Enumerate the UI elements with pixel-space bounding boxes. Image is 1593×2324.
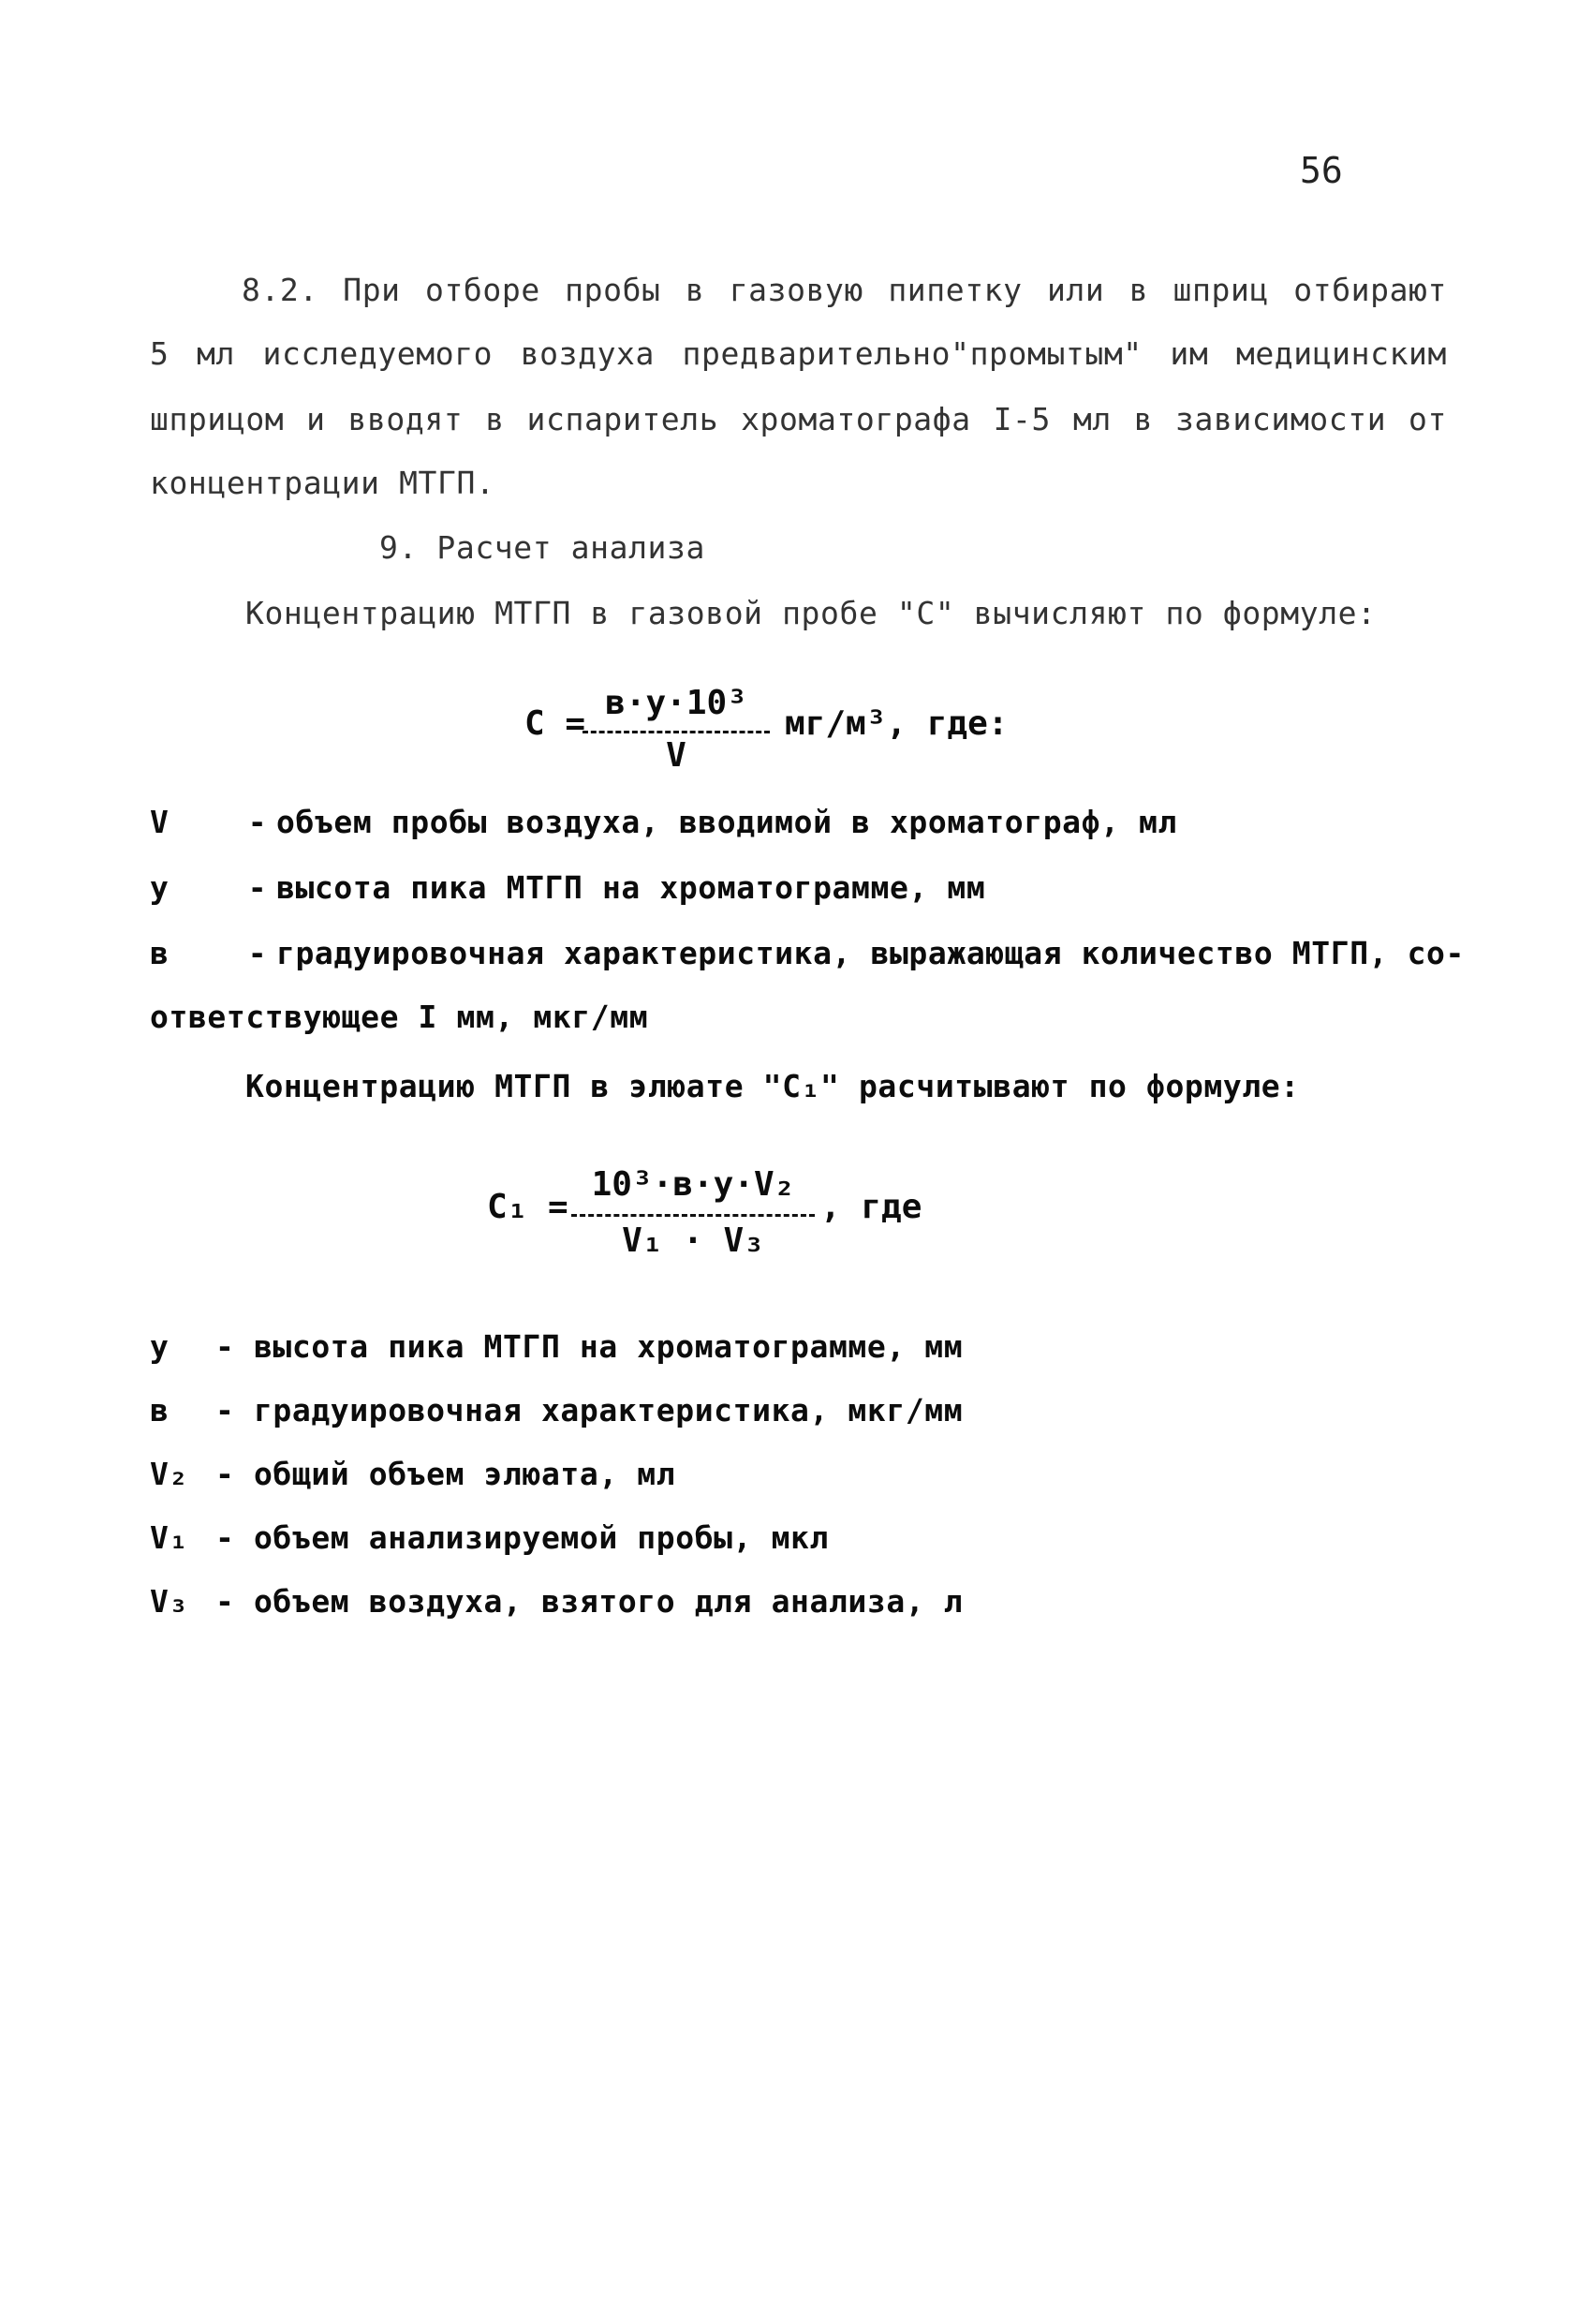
legend-text: - <box>215 1328 254 1365</box>
formula-2-suffix: , где <box>820 1188 922 1226</box>
formula-1-denominator: V <box>666 736 686 775</box>
formula-2-numerator: 10³·в·у·V₂ <box>591 1165 795 1204</box>
legend-1-item-v: V - объем пробы воздуха, вводимой в хроматограф, мл <box>150 804 1177 840</box>
legend-text: - <box>215 1456 254 1492</box>
legend-text: объем пробы воздуха, вводимой в хроматограф, мл <box>276 804 1177 840</box>
formula-1-units: мг/м³, где: <box>785 704 1009 743</box>
legend-text: - <box>215 1583 254 1620</box>
formula-1-fraction-bar <box>583 731 770 733</box>
legend-text: объем воздуха, взятого для анализа, л <box>253 1583 964 1620</box>
legend-1-item-y: у - высота пика МТГП на хроматограмме, мм <box>150 869 986 906</box>
paragraph-8-2-line-1: 8.2. При отборе пробы в газовую пипетку или в шприц отбирают <box>242 272 1447 308</box>
legend-text: - <box>215 1392 254 1428</box>
legend-symbol: у <box>150 1328 170 1365</box>
formula-2-fraction-bar <box>571 1214 815 1217</box>
legend-text: объем анализируемой пробы, мкл <box>253 1519 829 1556</box>
paragraph-8-2-line-4: концентрации МТГП. <box>150 465 495 501</box>
formula-2-denominator: V₁ · V₃ <box>622 1221 764 1260</box>
paragraph-8-2-line-3: шприцом и вводят в испаритель хроматографа I-5 мл в зависимости от <box>150 401 1447 437</box>
formula-1-numerator: в·у·10³ <box>605 684 747 722</box>
legend-symbol: в <box>150 1392 170 1428</box>
legend-text: высота пика МТГП на хроматограмме, мм <box>276 869 986 906</box>
formula-2-intro: Концентрацию МТГП в элюате "С₁" расчитывают по формуле: <box>245 1068 1300 1104</box>
legend-symbol: в <box>150 935 170 971</box>
legend-2-item-y <box>150 1328 963 1365</box>
legend-symbol: V₂ <box>150 1456 188 1492</box>
legend-text: градуировочная характеристика, мкг/мм <box>253 1392 964 1428</box>
legend-symbol: у <box>150 869 170 906</box>
legend-2-item-v3 <box>150 1583 963 1620</box>
legend-1-item-b: в - градуировочная характеристика, выражающая количество МТГП, со- <box>150 935 1465 971</box>
formula-1-lhs: С = <box>524 704 586 743</box>
formula-2-lhs: С₁ = <box>487 1188 568 1226</box>
legend-2-item-v1 <box>150 1519 829 1556</box>
legend-2-item-b <box>150 1392 963 1428</box>
legend-symbol: V₃ <box>150 1583 188 1620</box>
page-number: 56 <box>1300 150 1343 191</box>
legend-1-continuation: ответствующее I мм, мкг/мм <box>150 999 649 1035</box>
paragraph-8-2-line-2: 5 мл исследуемого воздуха предварительно"промытым" им медицинским <box>150 335 1447 372</box>
legend-text: высота пика МТГП на хроматограмме, мм <box>253 1328 964 1365</box>
formula-1-intro: Концентрацию МТГП в газовой пробе "С" вычисляют по формуле: <box>245 595 1377 631</box>
legend-text: общий объем элюата, мл <box>253 1456 676 1492</box>
legend-symbol: V₁ <box>150 1519 188 1556</box>
legend-text: градуировочная характеристика, выражающая количество МТГП, со- <box>276 935 1465 971</box>
legend-text: - <box>215 1519 254 1556</box>
legend-2-item-v2 <box>150 1456 675 1492</box>
legend-symbol: V <box>150 804 170 840</box>
section-9-heading: 9. Расчет анализа <box>379 529 705 566</box>
